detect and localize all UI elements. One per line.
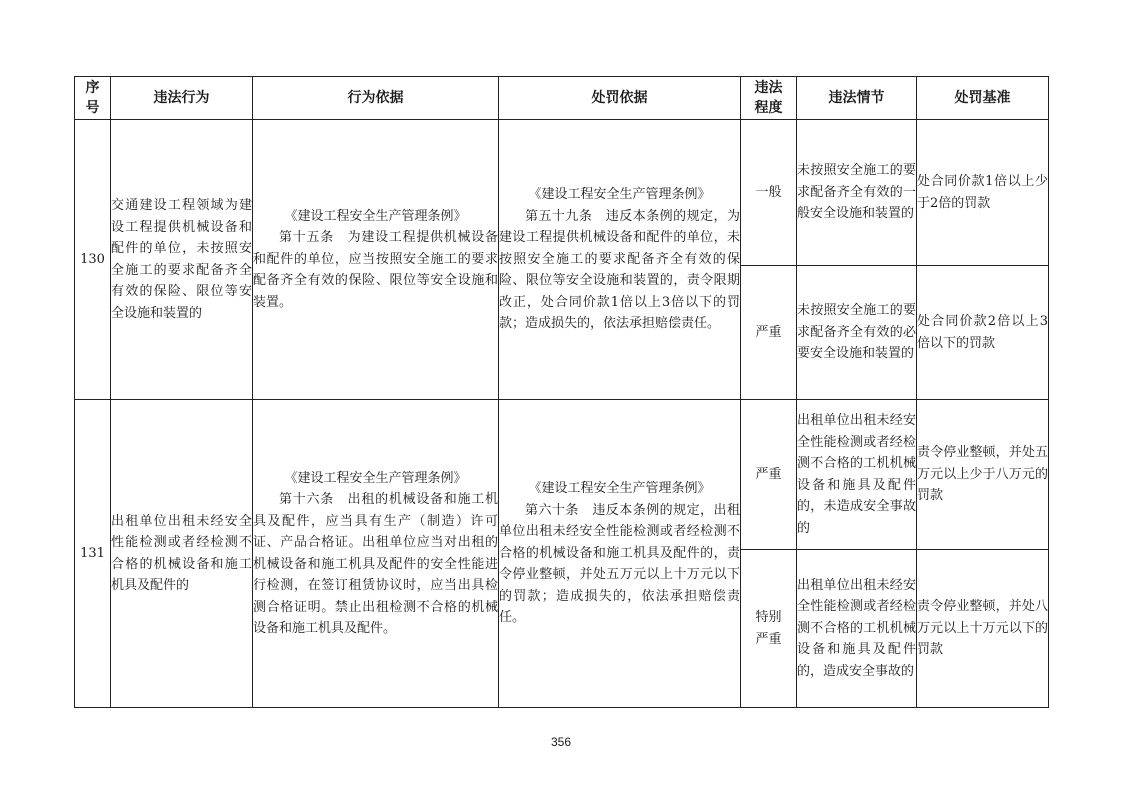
standard-cell: 处合同价款2倍以上3倍以下的罚款 xyxy=(917,266,1049,400)
degree-cell: 严重 xyxy=(741,400,797,550)
row-number: 130 xyxy=(75,120,111,400)
plot-cell: 出租单位出租未经安全性能检测或者经检测不合格的工机机械设备和施具及配件的，未造成安全事故的 xyxy=(797,400,917,550)
header-act: 违法行为 xyxy=(111,77,253,120)
header-plot: 违法情节 xyxy=(797,77,917,120)
header-basis: 行为依据 xyxy=(253,77,499,120)
header-no: 序 号 xyxy=(75,77,111,120)
penalty-table xyxy=(74,76,1049,708)
standard-cell: 责令停业整顿，并处五万元以上少于八万元的罚款 xyxy=(917,400,1049,550)
penalty-text: 第六十条 违反本条例的规定，出租单位出租未经安全性能检测或者经检测不合格的机械设备和施工机具及配件的，责令停业整顿，并处五万元以上十万元以下的罚款；造成损失的，依法承担赔偿责任。 xyxy=(499,502,740,626)
plot-cell: 出租单位出租未经安全性能检测或者经检测不合格的工机机械设备和施具及配件的，造成安全事故的 xyxy=(797,550,917,708)
basis-title: 《建设工程安全生产管理条例》 xyxy=(284,470,467,486)
header-penalty-basis: 处罚依据 xyxy=(499,77,741,120)
standard-cell: 处合同价款1倍以上少于2倍的罚款 xyxy=(917,120,1049,266)
basis-text: 第十六条 出租的机械设备和施工机具及配件，应当具有生产（制造）许可证、产品合格证。出租单位应当对出租的机械设备和施工机具及配件的安全性能进行检测，在签订租赁协议时，应当出具检测合格证明。禁止出租检测不合格的机械设备和施工机具及配件。 xyxy=(253,492,498,636)
basis-text: 第十五条 为建设工程提供机械设备和配件的单位，应当按照安全施工的要求配备齐全有效的保险、限位等安全设施和装置。 xyxy=(253,230,498,310)
penalty-title: 《建设工程安全生产管理条例》 xyxy=(528,187,711,203)
plot-cell: 未按照安全施工的要求配备齐全有效的一般安全设施和装置的 xyxy=(797,120,917,266)
row-number: 131 xyxy=(75,400,111,708)
penalty-text: 第五十九条 违反本条例的规定，为建设工程提供机械设备和配件的单位，未按照安全施工的要求配备齐全有效的保险、限位等安全设施和装置的，责令限期改正，处合同价款1倍以上3倍以下的罚款；造成损失的，依法承担赔偿责任。 xyxy=(499,208,740,332)
standard-cell: 责令停业整顿，并处八万元以上十万元以下的罚款 xyxy=(917,550,1049,708)
degree-cell: 特别 严重 xyxy=(741,550,797,708)
violation-basis xyxy=(253,400,499,708)
degree-cell: 一般 xyxy=(741,120,797,266)
header-row xyxy=(75,77,1049,120)
degree-cell: 严重 xyxy=(741,266,797,400)
penalty-title: 《建设工程安全生产管理条例》 xyxy=(528,481,711,497)
violation-basis xyxy=(253,120,499,400)
table-row xyxy=(75,400,1049,550)
penalty-basis xyxy=(499,120,741,400)
violation-act: 出租单位出租未经安全性能检测或者经检测不合格的机械设备和施工机具及配件的 xyxy=(111,400,253,708)
basis-title: 《建设工程安全生产管理条例》 xyxy=(284,208,467,224)
table-row xyxy=(75,120,1049,266)
penalty-basis xyxy=(499,400,741,708)
header-degree: 违法 程度 xyxy=(741,77,797,120)
header-standard: 处罚基准 xyxy=(917,77,1049,120)
plot-cell: 未按照安全施工的要求配备齐全有效的必要安全设施和装置的 xyxy=(797,266,917,400)
violation-act: 交通建设工程领域为建设工程提供机械设备和配件的单位，未按照安全施工的要求配备齐全有效的保险、限位等安全设施和装置的 xyxy=(111,120,253,400)
page-number: 356 xyxy=(550,735,572,749)
